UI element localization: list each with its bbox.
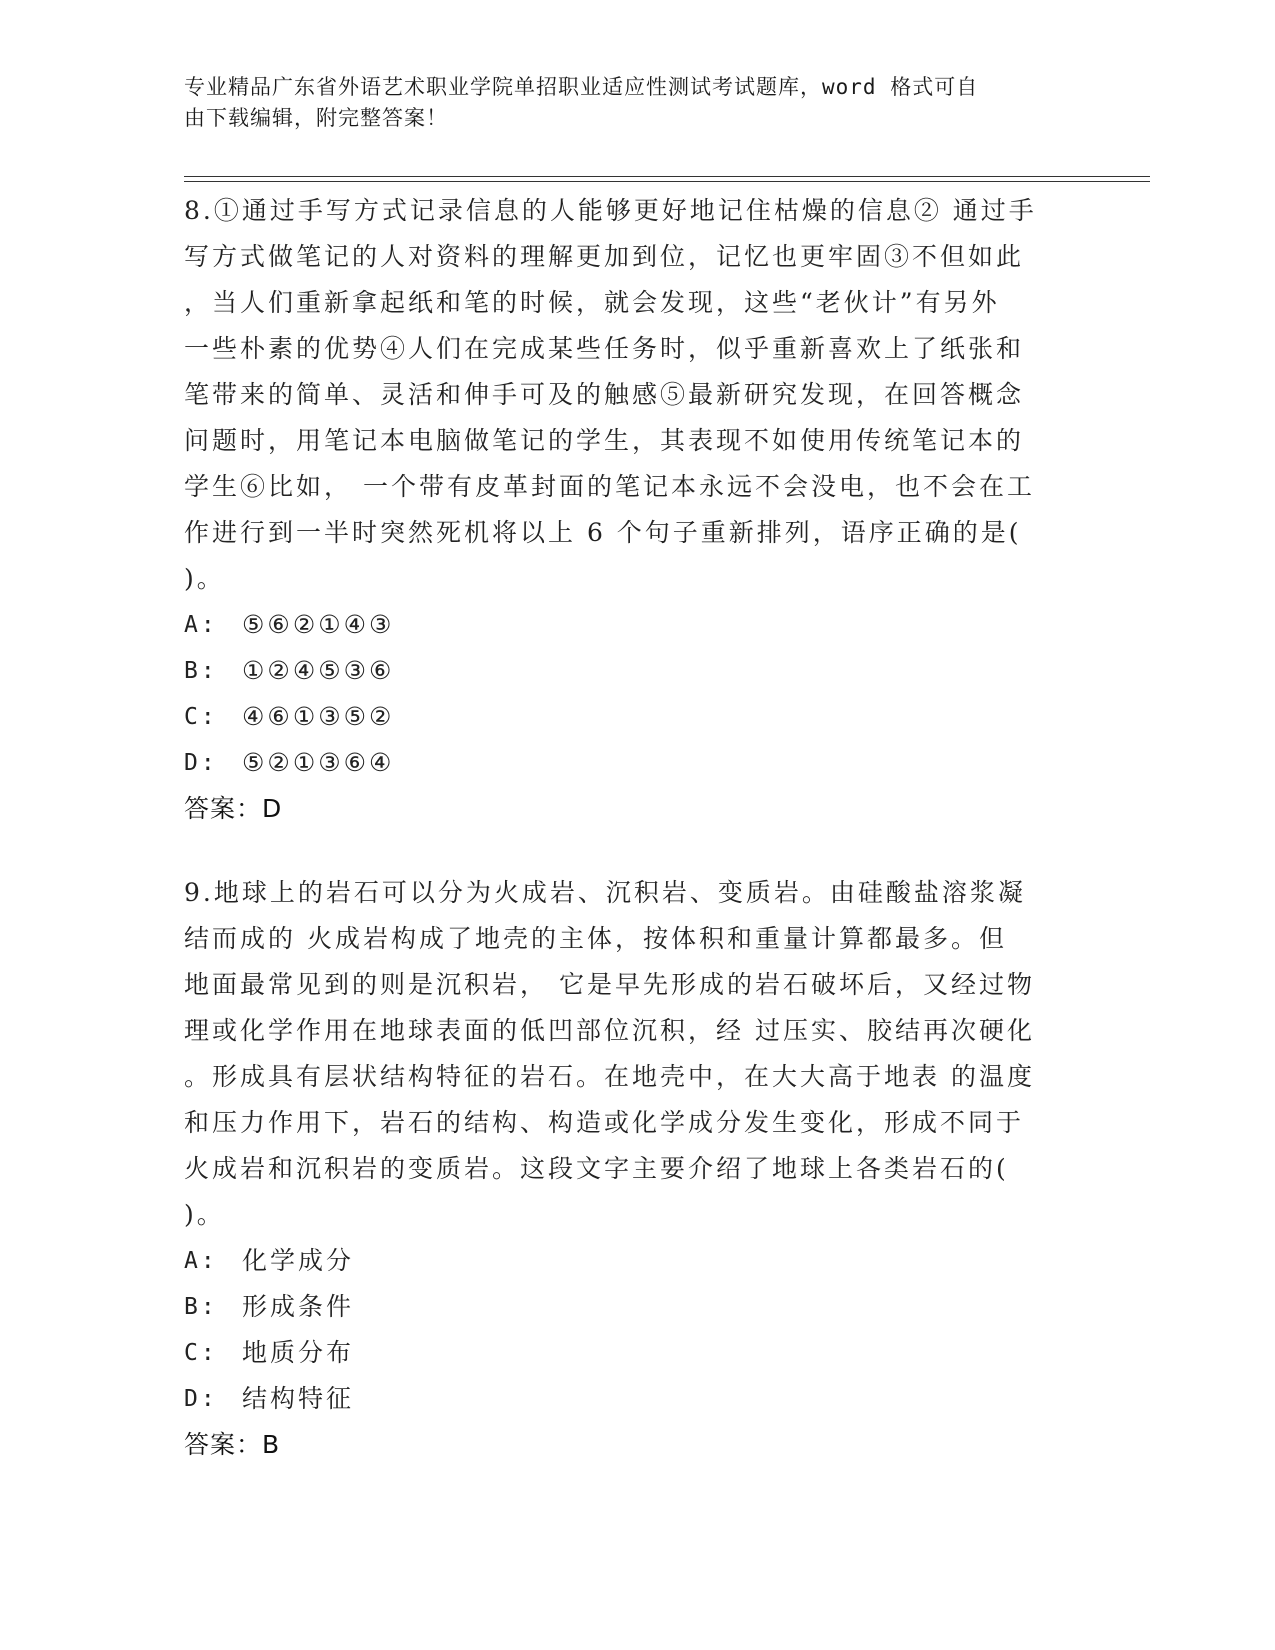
option-key: B: <box>184 1294 218 1320</box>
question-9-line: 。形成具有层状结构特征的岩石。在地壳中，在大大高于地表 的温度 <box>184 1062 1035 1091</box>
option-key: D: <box>184 750 218 776</box>
question-8-option-b[interactable] <box>184 648 1084 694</box>
option-text: 形成条件 <box>242 1292 355 1321</box>
question-9-line: )。 <box>184 1200 225 1229</box>
question-9-line: 结而成的 火成岩构成了地壳的主体，按体积和重量计算都最多。但 <box>184 924 1007 953</box>
question-9-line: 火成岩和沉积岩的变质岩。这段文字主要介绍了地球上各类岩石的( <box>184 1154 1009 1183</box>
question-8-line: 学生⑥比如， 一个带有皮革封面的笔记本永远不会没电，也不会在工 <box>184 472 1035 501</box>
question-8-line: 作进行到一半时突然死机将以上 6 个句子重新排列，语序正确的是( <box>184 518 1022 547</box>
option-text: ⑤②①③⑥④ <box>242 748 395 777</box>
question-9-line: 理或化学作用在地球表面的低凹部位沉积，经 过压实、胶结再次硬化 <box>184 1016 1035 1045</box>
question-9-option-b[interactable] <box>184 1284 1084 1330</box>
option-key: C: <box>184 704 218 730</box>
option-text: 化学成分 <box>242 1246 355 1275</box>
question-8-line: ，当人们重新拿起纸和笔的时候，就会发现，这些“老伙计”有另外 <box>184 288 1000 317</box>
header-divider-bottom <box>184 181 1150 182</box>
option-text: 结构特征 <box>242 1384 355 1413</box>
question-8-stem <box>184 188 1084 602</box>
option-key: B: <box>184 658 218 684</box>
question-8-option-c[interactable] <box>184 694 1084 740</box>
question-8 <box>184 188 1084 832</box>
question-9-stem <box>184 870 1084 1238</box>
question-8-line: 8.①通过手写方式记录信息的人能够更好地记住枯燥的信息② 通过手 <box>184 196 1037 225</box>
option-key: C: <box>184 1340 218 1366</box>
question-8-answer: 答案：D <box>184 794 283 823</box>
header-divider-top <box>184 176 1150 177</box>
question-8-line: 笔带来的简单、灵活和伸手可及的触感⑤最新研究发现，在回答概念 <box>184 380 1025 409</box>
question-8-line: 写方式做笔记的人对资料的理解更加到位，记忆也更牢固③不但如此 <box>184 242 1025 271</box>
option-text: ④⑥①③⑤② <box>242 702 395 731</box>
question-8-option-a[interactable] <box>184 602 1084 648</box>
option-text: ①②④⑤③⑥ <box>242 656 395 685</box>
question-8-line: 问题时，用笔记本电脑做笔记的学生，其表现不如使用传统笔记本的 <box>184 426 1025 455</box>
option-text: 地质分布 <box>242 1338 355 1367</box>
question-9-line: 地面最常见到的则是沉积岩， 它是早先形成的岩石破坏后，又经过物 <box>184 970 1035 999</box>
option-text: ⑤⑥②①④③ <box>242 610 395 639</box>
option-key: A: <box>184 612 218 638</box>
question-9-option-d[interactable] <box>184 1376 1084 1422</box>
question-9 <box>184 870 1084 1468</box>
question-9-option-a[interactable] <box>184 1238 1084 1284</box>
document-header <box>184 72 1064 134</box>
question-8-line: 一些朴素的优势④人们在完成某些任务时，似乎重新喜欢上了纸张和 <box>184 334 1025 363</box>
question-8-line: )。 <box>184 564 225 593</box>
question-9-line: 9.地球上的岩石可以分为火成岩、沉积岩、变质岩。由硅酸盐溶浆凝 <box>184 878 1026 907</box>
header-line-1: 专业精品广东省外语艺术职业学院单招职业适应性测试考试题库，word 格式可自 <box>184 75 979 99</box>
option-key: A: <box>184 1248 218 1274</box>
question-8-option-d[interactable] <box>184 740 1084 786</box>
question-9-line: 和压力作用下，岩石的结构、构造或化学成分发生变化，形成不同于 <box>184 1108 1025 1137</box>
question-9-answer: 答案：B <box>184 1430 281 1459</box>
header-line-2: 由下载编辑，附完整答案！ <box>184 106 448 130</box>
option-key: D: <box>184 1386 218 1412</box>
question-9-option-c[interactable] <box>184 1330 1084 1376</box>
